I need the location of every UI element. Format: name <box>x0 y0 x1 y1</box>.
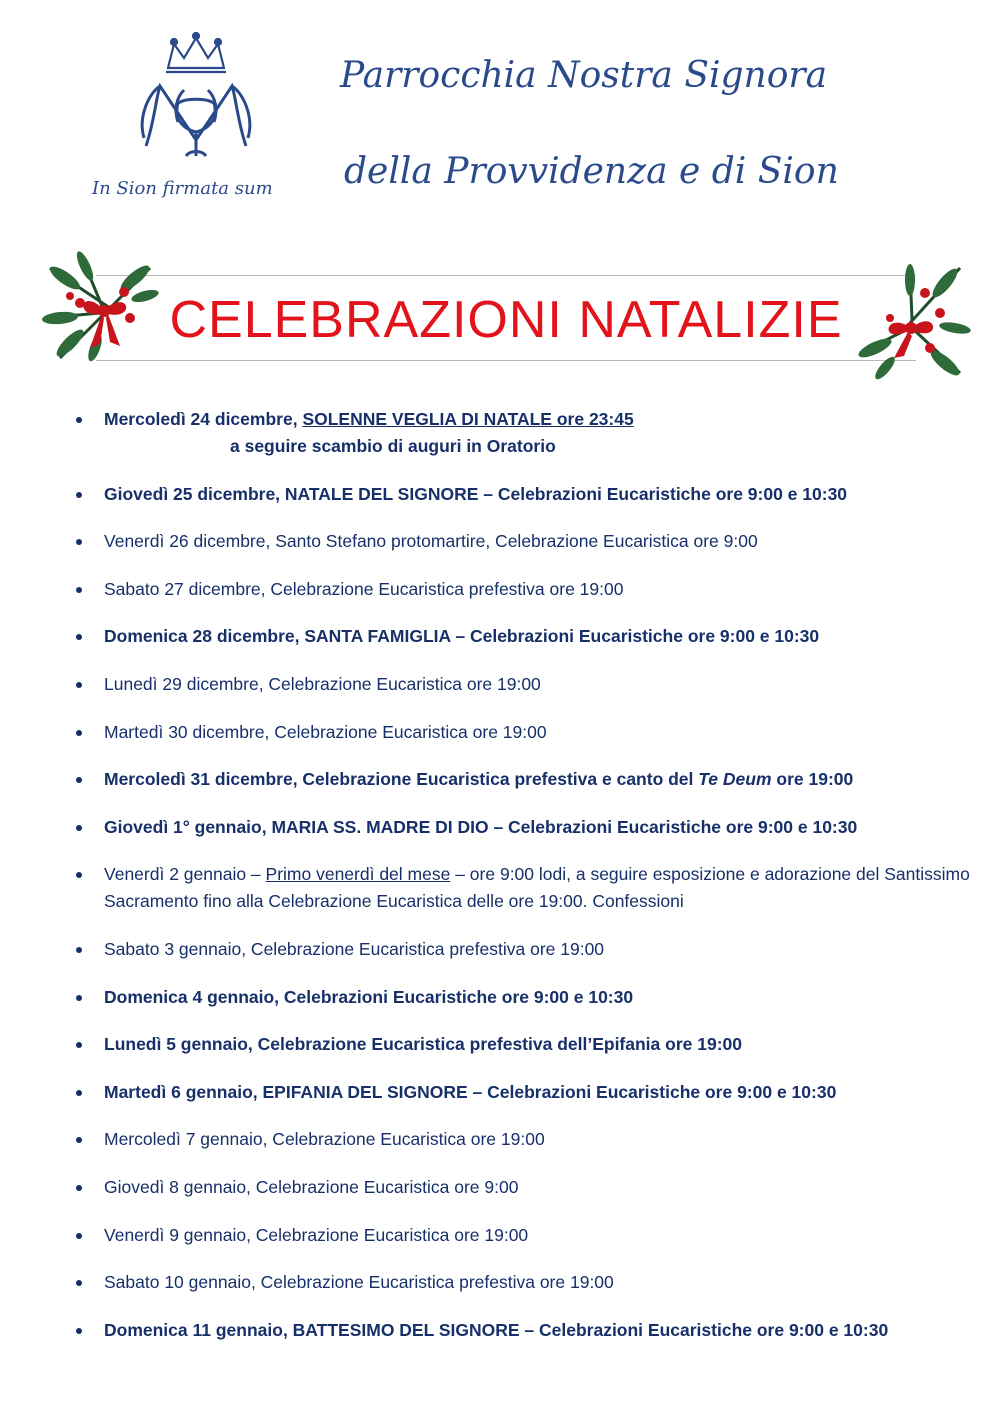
list-item: Mercoledì 7 gennaio, Celebrazione Eucaristica ore 19:00 <box>72 1126 972 1153</box>
list-item: Sabato 27 dicembre, Celebrazione Eucaristica prefestiva ore 19:00 <box>72 576 972 603</box>
bullet-icon <box>76 682 82 688</box>
list-item: Mercoledì 24 dicembre, SOLENNE VEGLIA DI NATALE ore 23:45 a seguire scambio di auguri in Oratorio <box>72 406 972 460</box>
bullet-icon <box>76 634 82 640</box>
list-item: Giovedì 25 dicembre, NATALE DEL SIGNORE – Celebrazioni Eucaristiche ore 9:00 e 10:30 <box>72 481 972 508</box>
list-item: Venerdì 2 gennaio – Primo venerdì del mese – ore 9:00 lodi, a seguire esposizione e adorazione del Santissimo Sacramento fino alla Celebrazione Eucaristica delle ore 19:00. Confessioni <box>72 861 972 915</box>
bullet-icon <box>76 1328 82 1334</box>
bullet-icon <box>76 539 82 545</box>
holly-branch-icon <box>850 258 972 388</box>
list-item: Sabato 3 gennaio, Celebrazione Eucaristica prefestiva ore 19:00 <box>72 936 972 963</box>
list-item: Lunedì 5 gennaio, Celebrazione Eucaristica prefestiva dell’Epifania ore 19:00 <box>72 1031 972 1058</box>
list-item: Giovedì 8 gennaio, Celebrazione Eucaristica ore 9:00 <box>72 1174 972 1201</box>
bullet-icon <box>76 995 82 1001</box>
bullet-icon <box>76 1137 82 1143</box>
title-banner <box>96 275 916 361</box>
list-item: Domenica 4 gennaio, Celebrazioni Eucaristiche ore 9:00 e 10:30 <box>72 984 972 1011</box>
parish-name-line2: della Provvidenza e di Sion <box>344 151 839 192</box>
bullet-icon <box>76 492 82 498</box>
page-title: CELEBRAZIONI NATALIZIE <box>169 291 843 349</box>
bullet-icon <box>76 1090 82 1096</box>
bullet-icon <box>76 777 82 783</box>
list-item: Domenica 11 gennaio, BATTESIMO DEL SIGNORE – Celebrazioni Eucaristiche ore 9:00 e 10:30 <box>72 1317 972 1344</box>
list-item: Giovedì 1° gennaio, MARIA SS. MADRE DI DIO – Celebrazioni Eucaristiche ore 9:00 e 10:30 <box>72 814 972 841</box>
bullet-icon <box>76 587 82 593</box>
list-item: Domenica 28 dicembre, SANTA FAMIGLIA – Celebrazioni Eucaristiche ore 9:00 e 10:30 <box>72 623 972 650</box>
bullet-icon <box>76 1233 82 1239</box>
list-item: Sabato 10 gennaio, Celebrazione Eucaristica prefestiva ore 19:00 <box>72 1269 972 1296</box>
list-item: Martedì 30 dicembre, Celebrazione Eucaristica ore 19:00 <box>72 719 972 746</box>
holly-branch-icon <box>40 248 170 378</box>
holly-decoration-right <box>850 258 972 388</box>
list-item: Venerdì 26 dicembre, Santo Stefano protomartire, Celebrazione Eucaristica ore 9:00 <box>72 528 972 555</box>
bullet-icon <box>76 417 82 423</box>
parish-logo <box>126 28 266 178</box>
list-item: Lunedì 29 dicembre, Celebrazione Eucaristica ore 19:00 <box>72 671 972 698</box>
parish-name-line1: Parrocchia Nostra Signora <box>340 55 828 96</box>
parish-motto: In Sion firmata sum <box>92 178 273 199</box>
bullet-icon <box>76 1280 82 1286</box>
bullet-icon <box>76 825 82 831</box>
list-item: Mercoledì 31 dicembre, Celebrazione Eucaristica prefestiva e canto del Te Deum ore 19:00 <box>72 766 972 793</box>
list-item: Venerdì 9 gennaio, Celebrazione Eucaristica ore 19:00 <box>72 1222 972 1249</box>
crowned-monogram-icon <box>126 28 266 178</box>
celebrations-list <box>72 406 972 1364</box>
bullet-icon <box>76 872 82 878</box>
bullet-icon <box>76 947 82 953</box>
list-item: Martedì 6 gennaio, EPIFANIA DEL SIGNORE – Celebrazioni Eucaristiche ore 9:00 e 10:30 <box>72 1079 972 1106</box>
holly-decoration-left <box>40 248 170 378</box>
bullet-icon <box>76 1042 82 1048</box>
bullet-icon <box>76 730 82 736</box>
bullet-icon <box>76 1185 82 1191</box>
